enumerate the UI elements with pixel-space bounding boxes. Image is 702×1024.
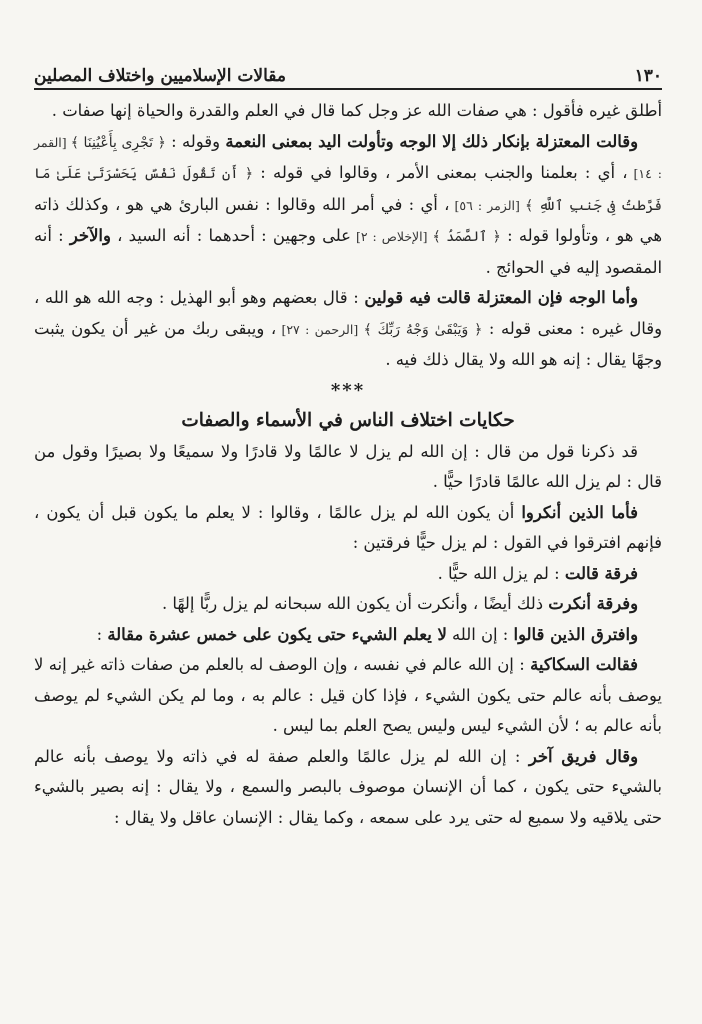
paragraph-1: أطلق غيره فأقول : هي صفات الله عز وجل كما قال في العلم والقدرة والحياة إنها صفات . [51, 101, 662, 120]
quran-verse: ﴿ أَن تَقُولَ نَفْسٌ يَحَسْرَتَىٰ عَلَىٰ مَا فَرَّطتُ فِى جَنبِ ٱللَّهِ ﴾ [34, 166, 662, 214]
paragraph-9: فقالت السكاكية : إن الله عالم في نفسه ، وإن الوصف له بالعلم من صفات ذاته غير إنه لا يوصف بأنه عالم حتى يكون الشيء ، فإذا كان قيل : عالم به ، وما لم يكن الشيء لم يوصف بأنه عالم به ؛ لأن الشيء ليس وليس يصح العلم بما ليس . [34, 655, 662, 735]
quran-verse: ﴿ تَجْرِى بِأَعْيُنِنَا ﴾ [70, 134, 166, 151]
section-separator: *** [330, 379, 366, 401]
running-title: مقالات الإسلاميين واختلاف المصلين [34, 66, 286, 86]
page-body [34, 96, 662, 833]
quran-verse: ﴿ ٱلصَّمَدُ ﴾ [432, 229, 501, 245]
paragraph-8: وافترق الذين قالوا : إن الله لا يعلم الشيء حتى يكون على خمس عشرة مقالة : [96, 624, 638, 644]
page-number: ١٣٠ [634, 66, 662, 86]
verse-reference: [القمر : ١٤] [34, 134, 662, 181]
paragraph-2: وقالت المعتزلة بإنكار ذلك إلا الوجه وتأولت اليد بمعنى النعمة وقوله : ﴿ تَجْرِى بِأَعْيُنِنَا ﴾ [القمر : ١٤] ، أي : بعلمنا والجنب بمعنى الأمر ، وقالوا في قوله : ﴿ أَن تَقُولَ نَفْسٌ يَحَسْرَتَىٰ عَلَىٰ مَا فَرَّطتُ فِى جَنبِ ٱللَّهِ ﴾ [الزمر : ٥٦] ، أي : في أمر الله وقالوا : نفس البارئ هي هو ، وكذلك ذاته هي هو ، وتأولوا قوله : ﴿ ٱلصَّمَدُ ﴾ [الإخلاص : ٢] على وجهين : أحدهما : أنه السيد ، والآخر : أنه المقصود إليه في الحوائج . [34, 131, 662, 277]
paragraph-4: قد ذكرنا قول من قال : إن الله لم يزل لا عالمًا ولا قادرًا ولا سميعًا ولا بصيرًا وقول من قال : لم يزل الله عالمًا قادرًا حيًّا . [34, 441, 662, 491]
header-rule [34, 88, 662, 90]
page-header [34, 58, 662, 86]
verse-reference: [الإخلاص : ٢] [350, 229, 433, 244]
paragraph-3: وأما الوجه فإن المعتزلة قالت فيه قولين : قال بعضهم وهو أبو الهذيل : وجه الله هو الله ، وقال غيره : معنى قوله : ﴿ وَيَبْقَىٰ وَجْهُ رَبِّكَ ﴾ [الرحمن : ٢٧] ، ويبقى ربك من غير أن يكون يثبت وجهًا يقال : إنه هو الله ولا يقال ذلك فيه . [34, 288, 662, 369]
verse-reference: [الزمر : ٥٦] [449, 197, 525, 213]
paragraph-6: فرقة قالت : لم يزل الله حيًّا . [437, 563, 638, 583]
paragraph-7: وفرقة أنكرت ذلك أيضًا ، وأنكرت أن يكون الله سبحانه لم يزل ربًّا إلهًا . [161, 594, 638, 613]
paragraph-5: فأما الذين أنكروا أن يكون الله لم يزل عالمًا ، وقالوا : لا يعلم ما يكون قبل أن يكون ، فإنهم افترقوا في القول : لم يزل حيًّا فرقتين : [34, 502, 662, 552]
verse-reference: [الرحمن : ٢٧] [276, 321, 364, 337]
paragraph-10: وقال فريق آخر : إن الله لم يزل عالمًا والعلم صفة له في ذاته ولا يوصف بأنه عالم بالشيء حتى يكون ، كما أن الإنسان موصوف بالبصر والسمع ، ولا يقال : إنه بصير بالشيء حتى يلاقيه ولا سميع له حتى يرد على سمعه ، وكما يقال : الإنسان عاقل ولا يقال : [34, 746, 662, 827]
quran-verse: ﴿ وَيَبْقَىٰ وَجْهُ رَبِّكَ ﴾ [363, 321, 483, 338]
section-heading: حكايات اختلاف الناس في الأسماء والصفات [181, 410, 515, 431]
